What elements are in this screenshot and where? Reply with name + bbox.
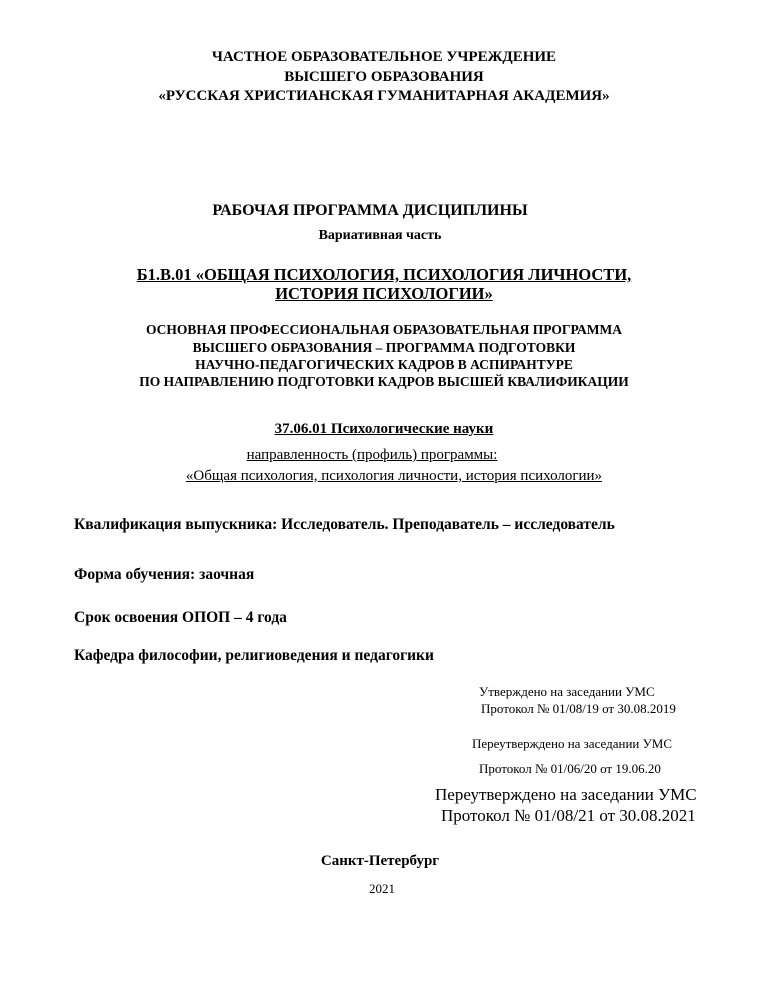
institution-line-3: «РУССКАЯ ХРИСТИАНСКАЯ ГУМАНИТАРНАЯ АКАДЕМИЯ» xyxy=(158,88,610,104)
approval-1-line-2: Протокол № 01/08/19 от 30.08.2019 xyxy=(481,701,676,716)
opop-line-4: ПО НАПРАВЛЕНИЮ ПОДГОТОВКИ КАДРОВ ВЫСШЕЙ КВАЛИФИКАЦИИ xyxy=(139,374,629,389)
year: 2021 xyxy=(369,881,395,896)
program-part: Вариативная часть xyxy=(318,228,442,243)
study-form: Форма обучения: заочная xyxy=(74,566,255,583)
profile-label: направленность (профиль) программы: xyxy=(246,447,498,463)
opop-line-1: ОСНОВНАЯ ПРОФЕССИОНАЛЬНАЯ ОБРАЗОВАТЕЛЬНАЯ ПРОГРАММА xyxy=(146,322,622,337)
discipline-title-line-1: Б1.В.01 «ОБЩАЯ ПСИХОЛОГИЯ, ПСИХОЛОГИЯ ЛИЧНОСТИ, xyxy=(136,265,632,284)
opop-line-3: НАУЧНО-ПЕДАГОГИЧЕСКИХ КАДРОВ В АСПИРАНТУРЕ xyxy=(195,357,573,372)
profile-name: «Общая психология, психология личности, история психологии» xyxy=(185,468,603,484)
discipline-title-line-2: ИСТОРИЯ ПСИХОЛОГИИ» xyxy=(275,284,493,303)
institution-line-1: ЧАСТНОЕ ОБРАЗОВАТЕЛЬНОЕ УЧРЕЖДЕНИЕ xyxy=(211,49,557,65)
approval-3-line-2: Протокол № 01/08/21 от 30.08.2021 xyxy=(441,806,696,825)
approval-2-line-1: Переутверждено на заседании УМС xyxy=(472,736,673,751)
study-term: Срок освоения ОПОП – 4 года xyxy=(74,609,287,626)
qualification: Квалификация выпускника: Исследователь. Преподаватель – исследователь xyxy=(74,516,615,533)
opop-line-2: ВЫСШЕГО ОБРАЗОВАНИЯ – ПРОГРАММА ПОДГОТОВКИ xyxy=(192,340,576,355)
department: Кафедра философии, религиоведения и педагогики xyxy=(74,647,434,664)
institution-line-2: ВЫСШЕГО ОБРАЗОВАНИЯ xyxy=(284,69,484,85)
city: Санкт-Петербург xyxy=(320,853,440,869)
approval-3-line-1: Переутверждено на заседании УМС xyxy=(435,785,697,804)
program-title: РАБОЧАЯ ПРОГРАММА ДИСЦИПЛИНЫ xyxy=(212,202,528,219)
approval-1-line-1: Утверждено на заседании УМС xyxy=(479,684,655,699)
direction-code: 37.06.01 Психологические науки xyxy=(274,421,494,437)
approval-2-line-2: Протокол № 01/06/20 от 19.06.20 xyxy=(479,761,661,776)
